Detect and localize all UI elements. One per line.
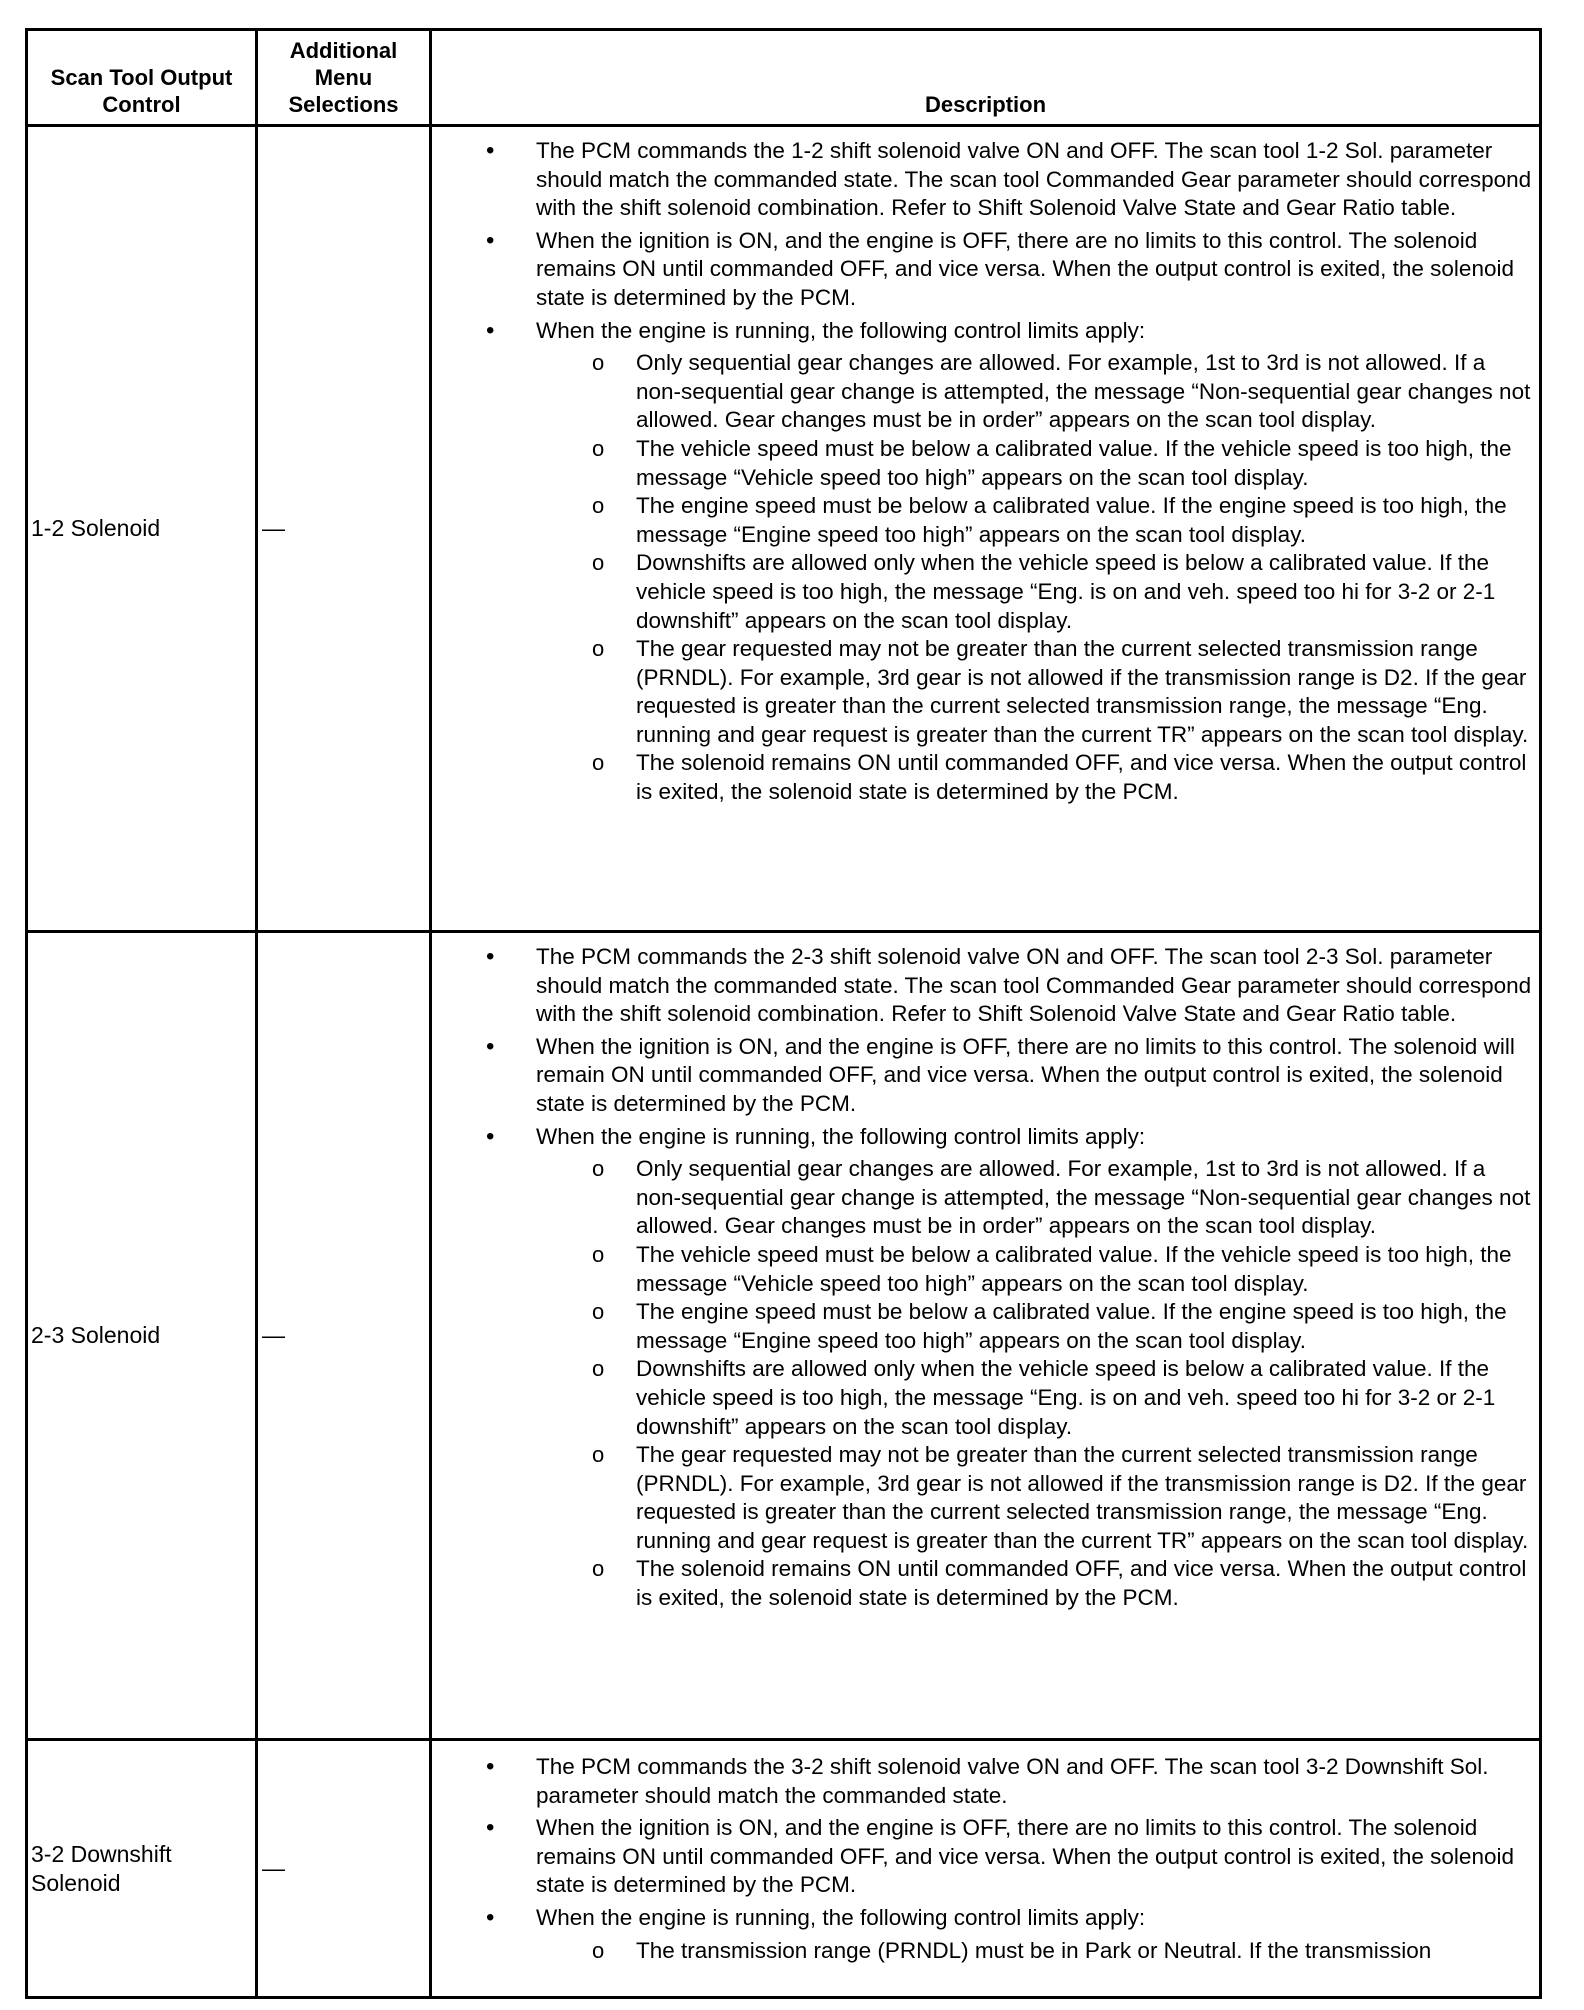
header-description: Description — [431, 30, 1541, 126]
bullet-item: • When the engine is running, the following control limits apply: — [432, 1904, 1533, 1933]
sub-item-text: The gear requested may not be greater than the current selected transmission range (PRNDL). For example, 3rd gear is not allowed if the transmission range is D2. If the gear requested is greater than the current selected transmission range, the message “Eng. running and gear request is greater than the current TR” appears on the scan tool display. — [636, 636, 1529, 747]
table-row — [27, 126, 1541, 932]
bullet-item: • When the ignition is ON, and the engine is OFF, there are no limits to this control. The solenoid remains ON until commanded OFF, and vice versa. When the output control is exited, the solenoid state is determined by the PCM. — [432, 1814, 1533, 1900]
row-menu-selection: — — [257, 126, 431, 932]
sub-bullet-marker: o — [592, 1442, 605, 1468]
row-description — [431, 1740, 1541, 1998]
bullet-item: • When the engine is running, the following control limits apply: — [432, 317, 1533, 346]
bullet-item: • When the ignition is ON, and the engine is OFF, there are no limits to this control. The solenoid will remain ON until commanded OFF, and vice versa. When the output control is exited, the solenoid state is determined by the PCM. — [432, 1033, 1533, 1119]
sub-item-text: The transmission range (PRNDL) must be in Park or Neutral. If the transmission — [636, 1937, 1432, 1963]
row-name: 1-2 Solenoid — [27, 126, 257, 932]
bullet-item: • When the ignition is ON, and the engine is OFF, there are no limits to this control. The solenoid remains ON until commanded OFF, and vice versa. When the output control is exited, the solenoid state is determined by the PCM. — [432, 227, 1533, 313]
bullet-item: • The PCM commands the 3-2 shift solenoid valve ON and OFF. The scan tool 3-2 Downshift Sol. parameter should match the commanded state. — [432, 1753, 1533, 1810]
sub-item-text: The engine speed must be below a calibrated value. If the engine speed is too high, the message “Engine speed too high” appears on the scan tool display. — [636, 1299, 1507, 1353]
sub-item — [432, 1355, 1533, 1441]
sub-item — [432, 349, 1533, 435]
sub-item-text: The solenoid remains ON until commanded OFF, and vice versa. When the output control is exited, the solenoid state is determined by the PCM. — [636, 750, 1527, 805]
sub-item-text: The vehicle speed must be below a calibrated value. If the vehicle speed is too high, the message “Vehicle speed too high” appears on the scan tool display. — [636, 1241, 1512, 1296]
table-row — [27, 932, 1541, 1740]
sub-item-text: Only sequential gear changes are allowed. For example, 1st to 3rd is not allowed. If a non-sequential gear change is attempted, the message “Non-sequential gear changes not allowed. Gear changes must be in order” appears on the scan tool display. — [636, 350, 1531, 433]
sub-item-text: The engine speed must be below a calibrated value. If the engine speed is too high, the message “Engine speed too high” appears on the scan tool display. — [636, 493, 1507, 547]
bullet-item: • The PCM commands the 2-3 shift solenoid valve ON and OFF. The scan tool 2-3 Sol. parameter should match the commanded state. The scan tool Commanded Gear parameter should correspond with the shift solenoid combination. Refer to Shift Solenoid Valve State and Gear Ratio table. — [432, 943, 1533, 1029]
sub-item — [432, 1441, 1533, 1555]
output-control-table — [25, 28, 1542, 1999]
sub-bullet-marker: o — [592, 1241, 605, 1267]
row-description — [431, 932, 1541, 1740]
sub-item-text: Downshifts are allowed only when the vehicle speed is below a calibrated value. If the vehicle speed is too high, the message “Eng. is on and veh. speed too hi for 3-2 or 2-1 downshift” appears on the scan tool display. — [636, 1356, 1496, 1439]
sub-item-text: The solenoid remains ON until commanded OFF, and vice versa. When the output control is exited, the solenoid state is determined by the PCM. — [636, 1556, 1527, 1611]
sub-item — [432, 435, 1533, 492]
header-additional-menu-selections: Additional Menu Selections — [257, 30, 431, 126]
sub-bullet-marker: o — [592, 1556, 605, 1582]
bullet-item: • When the engine is running, the following control limits apply: — [432, 1123, 1533, 1152]
sub-item — [432, 492, 1533, 549]
row-menu-selection: — — [257, 1740, 431, 1998]
sub-item — [432, 1241, 1533, 1298]
header-scan-tool-output-control: Scan Tool Output Control — [27, 30, 257, 126]
sub-item — [432, 1555, 1533, 1612]
sub-item-text: Only sequential gear changes are allowed. For example, 1st to 3rd is not allowed. If a non-sequential gear change is attempted, the message “Non-sequential gear changes not allowed. Gear changes must be in order” appears on the scan tool display. — [636, 1156, 1531, 1239]
sub-item-text: The vehicle speed must be below a calibrated value. If the vehicle speed is too high, the message “Vehicle speed too high” appears on the scan tool display. — [636, 435, 1512, 490]
sub-item — [432, 635, 1533, 749]
sub-item — [432, 549, 1533, 635]
sub-item-text: Downshifts are allowed only when the vehicle speed is below a calibrated value. If the vehicle speed is too high, the message “Eng. is on and veh. speed too hi for 3-2 or 2-1 downshift” appears on the scan tool display. — [636, 550, 1496, 633]
sub-bullet-marker: o — [592, 1156, 605, 1182]
sub-item — [432, 1937, 1533, 1966]
sub-item — [432, 1155, 1533, 1241]
sub-bullet-marker: o — [592, 435, 605, 461]
sub-bullet-marker: o — [592, 493, 605, 519]
table-row — [27, 1740, 1541, 1998]
sub-bullet-marker: o — [592, 750, 605, 776]
bullet-item: • The PCM commands the 1-2 shift solenoid valve ON and OFF. The scan tool 1-2 Sol. parameter should match the commanded state. The scan tool Commanded Gear parameter should correspond with the shift solenoid combination. Refer to Shift Solenoid Valve State and Gear Ratio table. — [432, 137, 1533, 223]
sub-bullet-marker: o — [592, 1937, 605, 1963]
row-name: 2-3 Solenoid — [27, 932, 257, 1740]
row-description — [431, 126, 1541, 932]
sub-bullet-marker: o — [592, 1299, 605, 1325]
sub-bullet-marker: o — [592, 636, 605, 662]
sub-bullet-marker: o — [592, 550, 605, 576]
table-header-row — [27, 30, 1541, 126]
row-menu-selection: — — [257, 932, 431, 1740]
sub-item — [432, 749, 1533, 806]
sub-bullet-marker: o — [592, 1356, 605, 1382]
sub-item — [432, 1298, 1533, 1355]
sub-bullet-marker: o — [592, 350, 605, 376]
sub-item-text: The gear requested may not be greater than the current selected transmission range (PRNDL). For example, 3rd gear is not allowed if the transmission range is D2. If the gear requested is greater than the current selected transmission range, the message “Eng. running and gear request is greater than the current TR” appears on the scan tool display. — [636, 1442, 1529, 1553]
row-name: 3-2 Downshift Solenoid — [27, 1740, 257, 1998]
